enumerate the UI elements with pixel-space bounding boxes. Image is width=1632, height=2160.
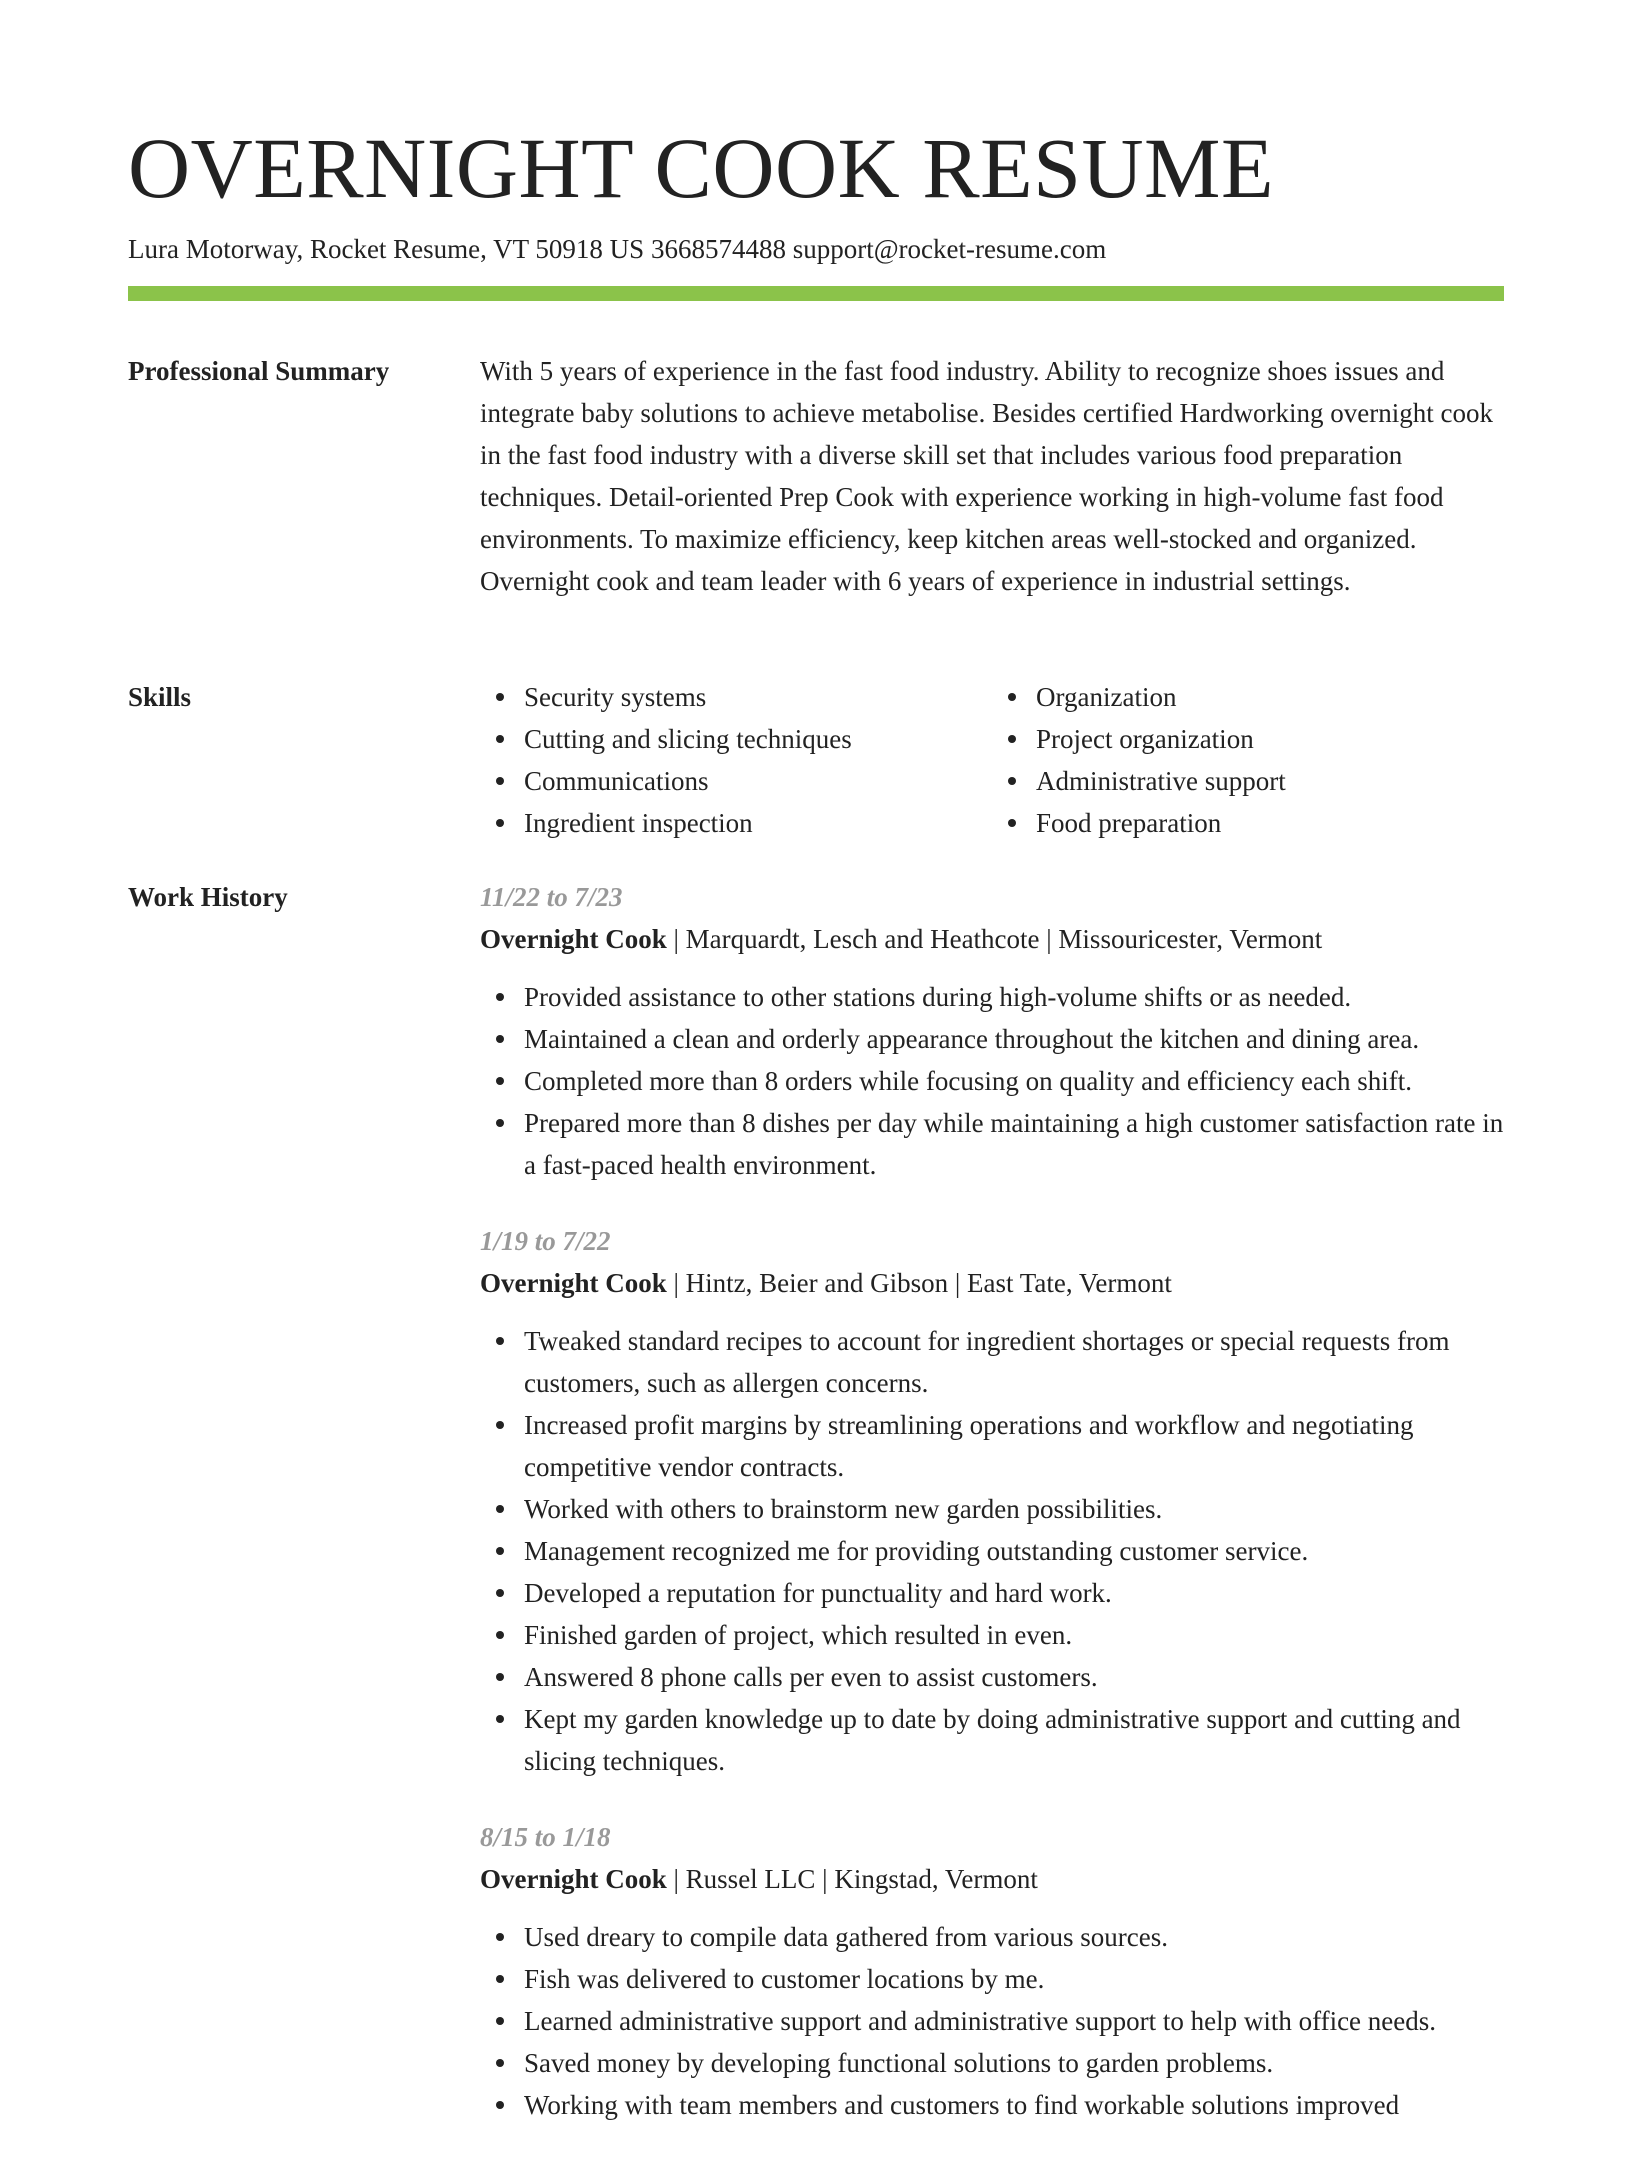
work-history-body: [480, 876, 1504, 2160]
skill-item: Security systems: [524, 676, 992, 718]
page-title: OVERNIGHT COOK RESUME: [128, 120, 1275, 216]
job-company-location: | Marquardt, Lesch and Heathcote | Missouricester, Vermont: [666, 924, 1323, 954]
job-title: Overnight Cook: [480, 1268, 667, 1298]
skill-item: Communications: [524, 760, 992, 802]
work-history-heading: Work History: [128, 882, 288, 912]
skills-columns: [480, 676, 1504, 844]
summary-text: With 5 years of experience in the fast food industry. Ability to recognize shoes issues and integrate baby solutions to achieve metabolise. Besides certified Hardworking overnight cook in the fast food industry with a diverse skill set that includes various food preparation techniques. Detail-oriented Prep Cook with experience working in high-volume fast food environments. To maximize efficiency, keep kitchen areas well-stocked and organized. Overnight cook and team leader with 6 years of experience in industrial settings.: [480, 356, 1493, 596]
skill-item: Cutting and slicing techniques: [524, 718, 992, 760]
job-bullet: Maintained a clean and orderly appearance throughout the kitchen and dining area.: [524, 1018, 1504, 1060]
job-bullet: Developed a reputation for punctuality and hard work.: [524, 1572, 1504, 1614]
job-bullet: Provided assistance to other stations during high-volume shifts or as needed.: [524, 976, 1504, 1018]
job-bullet: Kept my garden knowledge up to date by doing administrative support and cutting and slicing techniques.: [524, 1698, 1504, 1782]
job-bullet: Answered 8 phone calls per even to assist customers.: [524, 1656, 1504, 1698]
job-dates: 1/19 to 7/22: [480, 1226, 611, 1256]
skill-item: Food preparation: [1036, 802, 1504, 844]
job-bullet: Learned administrative support and administrative support to help with office needs.: [524, 2000, 1504, 2042]
job-bullet: Tweaked standard recipes to account for ingredient shortages or special requests from customers, such as allergen concerns.: [524, 1320, 1504, 1404]
job-entry: [480, 1816, 1504, 2126]
job-bullets: [480, 976, 1504, 1186]
job-company-location: | Russel LLC | Kingstad, Vermont: [666, 1864, 1038, 1894]
job-company-location: | Hintz, Beier and Gibson | East Tate, Vermont: [666, 1268, 1172, 1298]
skills-list-right: [992, 676, 1504, 844]
job-heading: [480, 918, 1504, 960]
job-bullet: Saved money by developing functional solutions to garden problems.: [524, 2042, 1504, 2084]
job-bullet: Working with team members and customers to find workable solutions improved: [524, 2084, 1504, 2126]
skills-heading: Skills: [128, 682, 192, 712]
job-bullet: Increased profit margins by streamlining operations and workflow and negotiating competitive vendor contracts.: [524, 1404, 1504, 1488]
job-title: Overnight Cook: [480, 1864, 667, 1894]
job-bullet: Used dreary to compile data gathered from various sources.: [524, 1916, 1504, 1958]
job-bullet: Completed more than 8 orders while focusing on quality and efficiency each shift.: [524, 1060, 1504, 1102]
job-entry: [480, 876, 1504, 1186]
job-bullets: [480, 1320, 1504, 1782]
job-bullet: Worked with others to brainstorm new garden possibilities.: [524, 1488, 1504, 1530]
job-dates: 11/22 to 7/23: [480, 882, 623, 912]
job-title: Overnight Cook: [480, 924, 667, 954]
skill-item: Ingredient inspection: [524, 802, 992, 844]
skills-body: [480, 676, 1504, 844]
skill-item: Organization: [1036, 676, 1504, 718]
contact-line: Lura Motorway, Rocket Resume, VT 50918 US 3668574488 support@rocket-resume.com: [128, 234, 1107, 264]
job-bullets: [480, 1916, 1504, 2126]
job-bullet: Prepared more than 8 dishes per day while maintaining a high customer satisfaction rate in a fast-paced health environment.: [524, 1102, 1504, 1186]
job-entry: [480, 1220, 1504, 1782]
job-dates: 8/15 to 1/18: [480, 1822, 611, 1852]
skill-item: Project organization: [1036, 718, 1504, 760]
job-bullet: Fish was delivered to customer locations by me.: [524, 1958, 1504, 2000]
summary-heading: Professional Summary: [128, 356, 390, 386]
job-heading: [480, 1262, 1504, 1304]
summary-body: [480, 350, 1504, 602]
skills-list-left: [480, 676, 992, 844]
skill-item: Administrative support: [1036, 760, 1504, 802]
header-divider: [128, 286, 1504, 301]
job-bullet: Management recognized me for providing outstanding customer service.: [524, 1530, 1504, 1572]
job-bullet: Finished garden of project, which resulted in even.: [524, 1614, 1504, 1656]
job-heading: [480, 1858, 1504, 1900]
